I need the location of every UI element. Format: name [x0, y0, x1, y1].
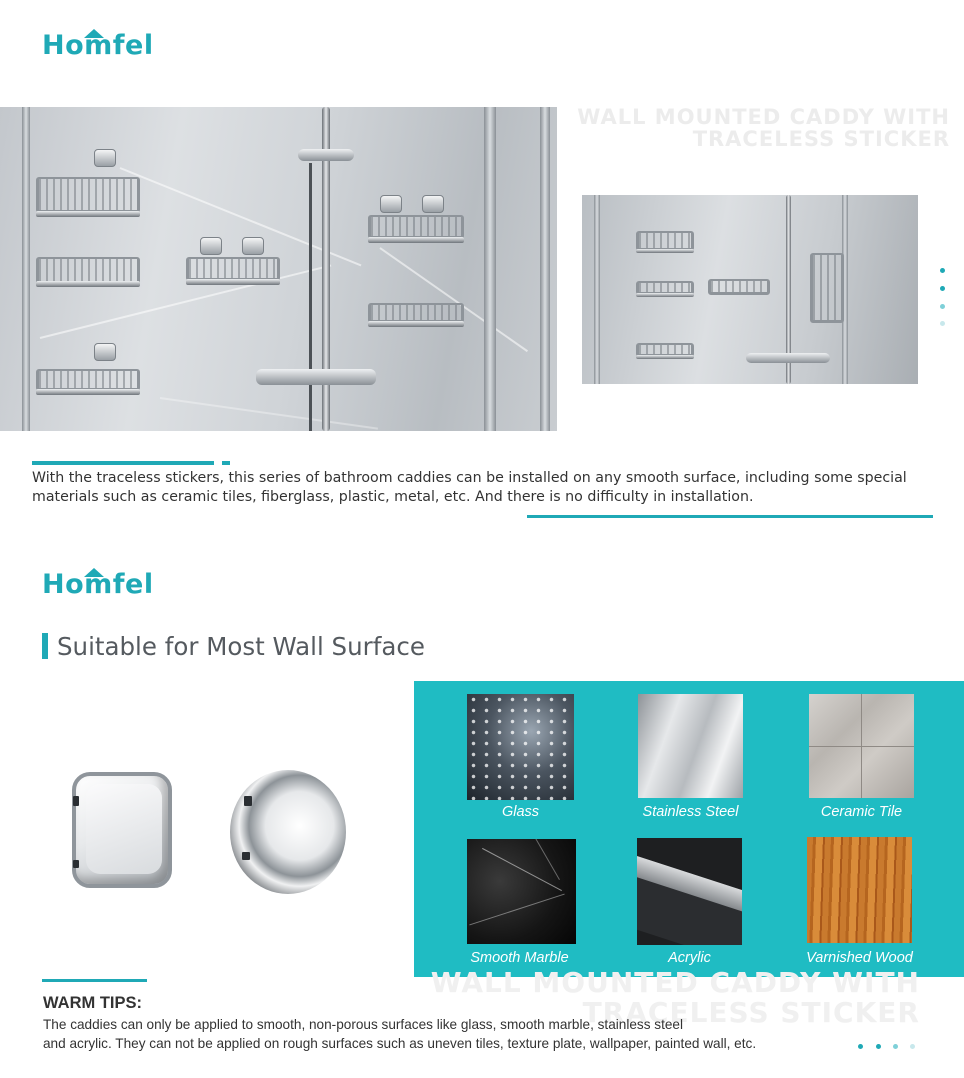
- slider-dot[interactable]: [940, 304, 945, 309]
- tips-line-1: The caddies can only be applied to smooth, non-porous surfaces like glass, smooth marble, stainless steel: [43, 1017, 684, 1032]
- description-text: With the traceless stickers, this series of bathroom caddies can be installed on any smooth surface, including some special materials such as ceramic tiles, fiberglass, plastic, metal, etc. And there is no difficulty in installation.: [32, 470, 907, 505]
- hero-photo: [0, 107, 557, 431]
- logo-text: Homfel: [42, 30, 154, 61]
- accent-bar: [32, 461, 214, 465]
- ghost-title-line-2: TRACELESS STICKER: [582, 996, 920, 1029]
- tips-accent-bar: [42, 979, 147, 982]
- material-label: Stainless Steel: [642, 804, 739, 820]
- heading-accent: [42, 633, 48, 659]
- material-label: Ceramic Tile: [820, 804, 903, 820]
- tile-swatch: [809, 694, 914, 798]
- acrylic-swatch: [637, 838, 742, 945]
- steel-swatch: [638, 694, 743, 798]
- slider-dot[interactable]: [940, 268, 945, 273]
- logo-text-2: Homfel: [42, 569, 154, 600]
- material-label: Smooth Marble: [470, 950, 569, 966]
- tips-title: WARM TIPS:: [43, 994, 142, 1012]
- round-sticker-pad-image: [230, 770, 346, 894]
- material-label: Glass: [501, 804, 540, 820]
- tips-line-2: and acrylic. They can not be applied on rough surfaces such as uneven tiles, texture plate, wallpaper, painted wall, etc.: [43, 1035, 757, 1051]
- slider-dot[interactable]: [858, 1044, 863, 1049]
- slider-dot[interactable]: [940, 321, 945, 326]
- materials-panel: [414, 681, 964, 977]
- hero-ghost-title: [577, 106, 950, 150]
- ghost-title-line-1: WALL MOUNTED CADDY WITH: [430, 966, 920, 999]
- glass-swatch: [467, 694, 574, 800]
- slider-dot[interactable]: [940, 286, 945, 291]
- tips-text: [43, 1016, 843, 1053]
- marble-swatch: [467, 839, 576, 944]
- house-roof-icon: [84, 29, 104, 38]
- material-label: Varnished Wood: [806, 950, 913, 966]
- slider-dot[interactable]: [876, 1044, 881, 1049]
- square-sticker-pad-image: [72, 772, 172, 888]
- wood-swatch: [807, 837, 912, 943]
- slider-dot[interactable]: [893, 1044, 898, 1049]
- house-roof-icon: [84, 568, 104, 577]
- ghost-title-line-1: WALL MOUNTED CADDY WITH: [577, 105, 950, 129]
- gallery-thumbnail[interactable]: [582, 195, 918, 384]
- section-heading: [42, 632, 425, 660]
- material-label: Acrylic: [668, 950, 711, 966]
- ghost-title-line-2: TRACELESS STICKER: [692, 127, 950, 151]
- section-title: Suitable for Most Wall Surface: [57, 631, 425, 661]
- accent-bar-bottom: [527, 515, 933, 518]
- accent-bar-small: [222, 461, 230, 465]
- slider-dot[interactable]: [910, 1044, 915, 1049]
